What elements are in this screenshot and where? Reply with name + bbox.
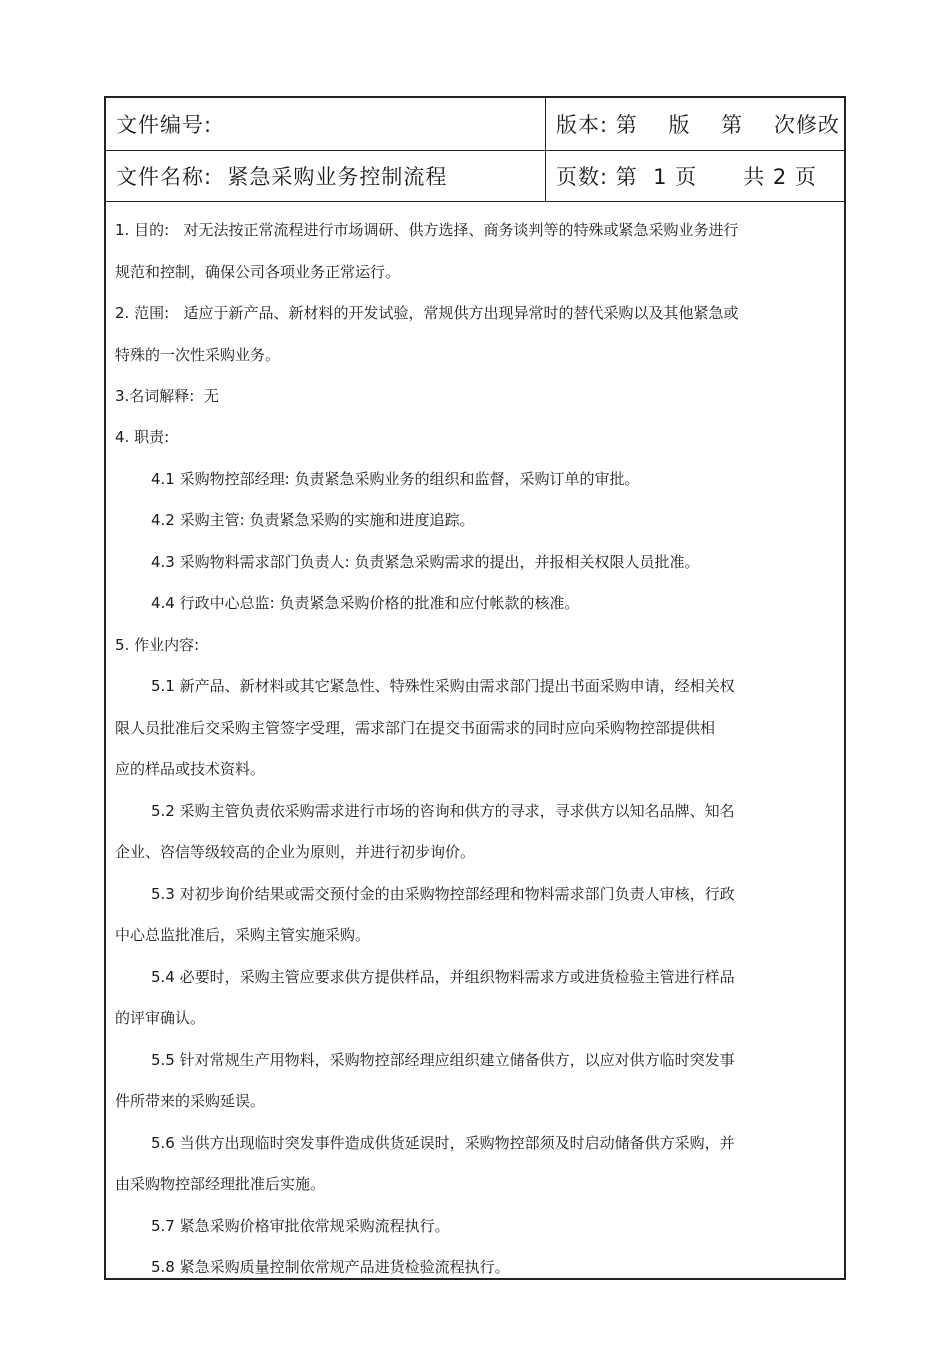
doc-name-label: 文件名称: 紧急采购业务控制流程	[116, 165, 448, 189]
body-line: 5.7 紧急采购价格审批依常规采购流程执行。	[151, 1217, 450, 1235]
body-line: 4.3 采购物料需求部门负责人: 负责紧急采购需求的提出，并报相关权限人员批准。	[151, 553, 700, 571]
body-line: 4. 职责:	[115, 428, 170, 446]
document-table	[104, 96, 846, 1280]
header-row-2	[106, 151, 844, 202]
version-label: 版本: 第 版 第 次修改	[556, 113, 840, 137]
body-line: 5.1 新产品、新材料或其它紧急性、特殊性采购由需求部门提出书面采购申请，经相关权	[151, 677, 735, 695]
body-line: 件所带来的采购延误。	[115, 1092, 266, 1110]
body-line: 5.2 采购主管负责依采购需求进行市场的咨询和供方的寻求，寻求供方以知名品牌、知名	[151, 802, 735, 820]
header-row-1	[106, 98, 844, 151]
body-line: 5.5 针对常规生产用物料，采购物控部经理应组织建立储备供方，以应对供方临时突发事	[151, 1051, 735, 1069]
body-line: 5.8 紧急采购质量控制依常规产品进货检验流程执行。	[151, 1258, 510, 1276]
body-line: 2. 范围: 适应于新产品、新材料的开发试验，常规供方出现异常时的替代采购以及其他紧急或	[115, 304, 739, 322]
body-line: 5.6 当供方出现临时突发事件造成供货延误时，采购物控部须及时启动储备供方采购，并	[151, 1134, 735, 1152]
body-line: 应的样品或技术资料。	[115, 760, 266, 778]
body-line: 4.1 采购物控部经理: 负责紧急采购业务的组织和监督，采购订单的审批。	[151, 470, 640, 488]
body-line: 由采购物控部经理批准后实施。	[115, 1175, 326, 1193]
body-line: 5.3 对初步询价结果或需交预付金的由采购物控部经理和物料需求部门负责人审核，行政	[151, 885, 735, 903]
body-line: 限人员批准后交采购主管签字受理，需求部门在提交书面需求的同时应向采购物控部提供相	[115, 719, 716, 737]
doc-number-label: 文件编号:	[116, 113, 213, 137]
body-line: 3.名词解释: 无	[115, 387, 219, 405]
body-line: 4.4 行政中心总监: 负责紧急采购价格的批准和应付帐款的核准。	[151, 594, 580, 612]
body-line: 5.4 必要时，采购主管应要求供方提供样品，并组织物料需求方或进货检验主管进行样品	[151, 968, 735, 986]
header-divider	[545, 98, 546, 202]
body-line: 中心总监批准后，采购主管实施采购。	[115, 926, 371, 944]
body-line: 5. 作业内容:	[115, 636, 200, 654]
document-body	[106, 202, 844, 1278]
body-line: 企业、咨信等级较高的企业为原则，并进行初步询价。	[115, 843, 476, 861]
body-line: 4.2 采购主管: 负责紧急采购的实施和进度追踪。	[151, 511, 475, 529]
body-line: 的评审确认。	[115, 1009, 206, 1027]
pages-label: 页数: 第 1 页 共 2 页	[556, 165, 817, 189]
body-line: 特殊的一次性采购业务。	[115, 346, 281, 364]
body-line: 规范和控制，确保公司各项业务正常运行。	[115, 263, 401, 281]
body-line: 1. 目的: 对无法按正常流程进行市场调研、供方选择、商务谈判等的特殊或紧急采购业务进行	[115, 221, 739, 239]
